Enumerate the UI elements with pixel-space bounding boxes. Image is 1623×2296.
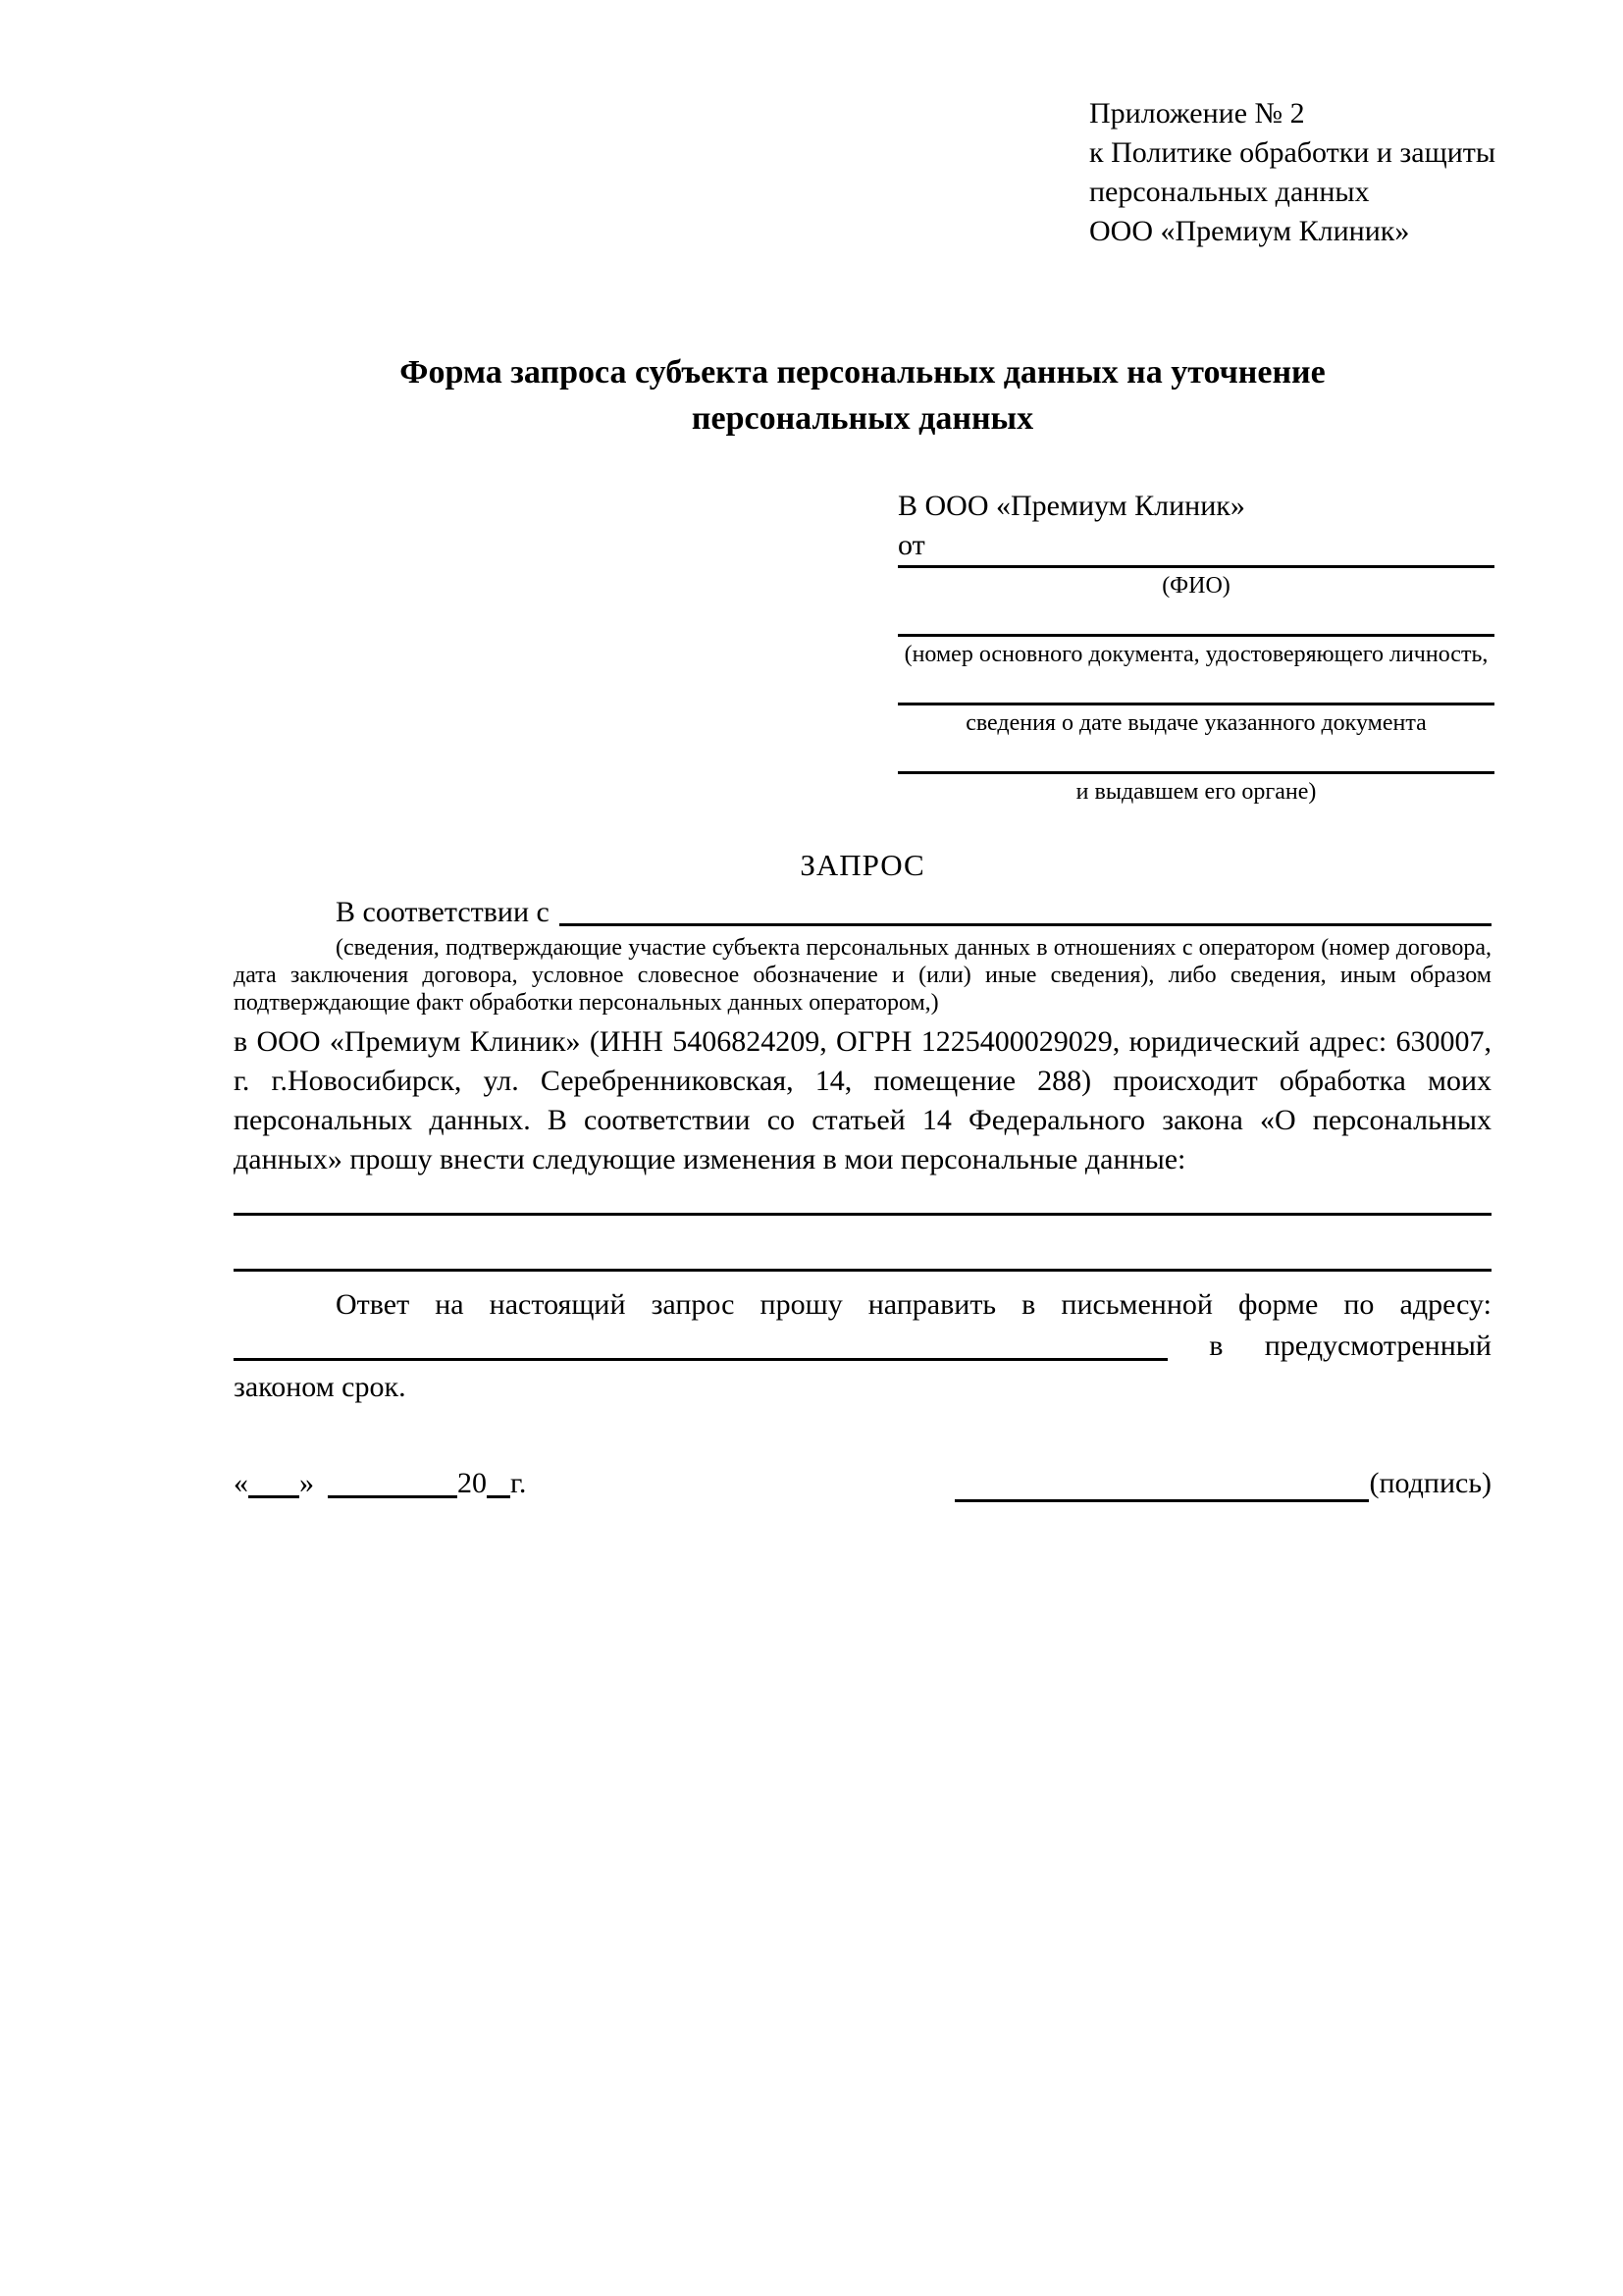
date-year-suffix: г. [510,1467,527,1499]
day-quote-open: « [234,1467,248,1499]
doc-date-caption: сведения о дате выдаче указанного документа [966,710,1427,736]
reply-word-predusmotrenny: предусмотренный [1264,1330,1492,1362]
doc-date-field [898,669,1494,738]
addressee-org: В ООО «Премиум Клиник» [898,490,1245,522]
annex-note-line: ООО «Премиум Клиник» [1089,215,1410,247]
doc-issuer-field [898,738,1494,807]
signature-caption: (подпись) [1369,1467,1492,1499]
day-quote-close: » [299,1467,314,1499]
date-blank-month [328,1464,457,1498]
date-year-prefix: 20 [457,1467,487,1499]
fio-caption: (ФИО) [1162,573,1230,599]
accordance-note: (сведения, подтверждающие участие субъекта персональных данных в отношениях с оператором (номер договора, дата заключения договора, условное словесное обозначение и (или) иные сведения), либо сведения, иным образом подтверждающие факт обработки персональных данных оператором,) [234,935,1492,1016]
date-line [234,1464,526,1503]
annex-note [1089,94,1496,251]
doc-issuer-caption: и выдавшем его органе) [1075,779,1317,805]
date-blank-day [248,1464,299,1498]
reply-line-1: Ответ на настоящий запрос прошу направить в письменной форме по адресу: [336,1288,1492,1321]
form-title: Форма запроса субъекта персональных данных на уточнение персональных данных [399,354,1326,437]
addressee-from: от [898,529,925,561]
fio-field [898,565,1494,600]
signature-blank-line [955,1464,1369,1502]
date-blank-year [487,1464,510,1498]
accordance-lead: В соответствии с [336,896,550,928]
signature-area [955,1464,1492,1503]
address-blank-line [234,1325,1168,1361]
body-paragraph: в ООО «Премиум Клиник» (ИНН 5406824209, ОГРН 1225400029029, юридический адрес: 630007, г. г.Новосибирск, ул. Серебренниковская, 14, помещение 288) происходит обработка моих персональных данных. В соответствии со статьей 14 Федерального закона «О персональных данных» прошу внести следующие изменения в мои персональные данные: [234,1025,1492,1175]
accordance-blank-line [559,893,1492,926]
reply-line-2 [234,1325,1492,1368]
request-heading: ЗАПРОС [800,848,925,882]
addressee-block [898,487,1494,807]
doc-number-field [898,600,1494,669]
date-signature-row [234,1464,1492,1503]
annex-note-line: персональных данных [1089,176,1370,208]
changes-blank-line-1 [234,1179,1492,1216]
annex-note-line: Приложение № 2 [1089,97,1305,130]
accordance-line [234,893,1492,932]
reply-line-3: законом срок. [234,1371,406,1403]
reply-word-v: в [1209,1330,1224,1362]
changes-blank-line-2 [234,1216,1492,1272]
annex-note-line: к Политике обработки и защиты [1089,136,1496,169]
doc-number-caption: (номер основного документа, удостоверяющего личность, [904,642,1489,667]
